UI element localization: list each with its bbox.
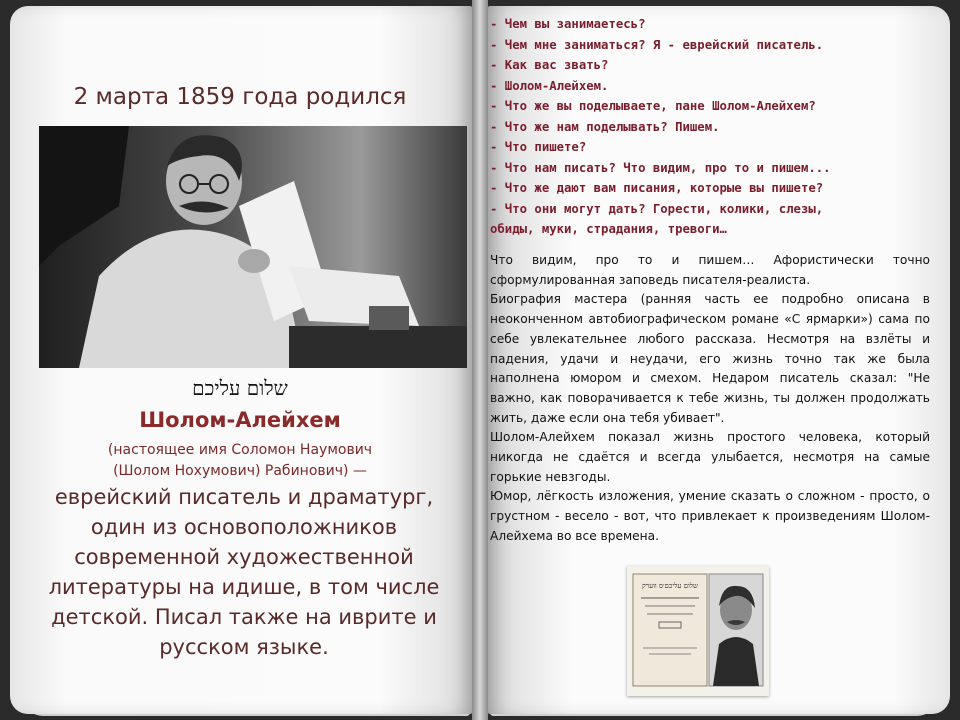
book-cover-illustration [627, 566, 769, 696]
birth-date-heading: 2 марта 1859 года родился [73, 84, 407, 110]
writer-description [38, 482, 450, 662]
writer-reading-illustration [39, 126, 467, 368]
description-line: еврейский писатель и драматург, [54, 485, 434, 509]
hebrew-name: שלום עליכם [192, 376, 288, 400]
book-title-hebrew: שלום עליכם׳ס ווערק [641, 582, 699, 590]
dialogue-quote [490, 14, 920, 240]
dialogue-line: - Чем мне заниматься? Я - еврейский писатель. [490, 37, 824, 52]
dialogue-line: - Чем вы занимаетесь? [490, 17, 646, 31]
portrait-photo [39, 126, 467, 368]
real-name-line: (Шолом Нохумович) Рабинович) — [113, 463, 367, 479]
dialogue-line: - Что же дают вам писания, которые вы пишете? [490, 181, 824, 195]
real-name [40, 440, 440, 482]
biography-text [490, 251, 930, 547]
writer-name: Шолом-Алейхем [139, 408, 341, 432]
dialogue-line: - Шолом-Алейхем. [490, 78, 609, 93]
dialogue-line: обиды, муки, страдания, тревоги… [490, 222, 727, 236]
book-with-portrait-image [627, 566, 769, 696]
description-line: современной художественной [74, 545, 414, 569]
biography-paragraph: Биография мастера (ранняя часть ее подробно описана в неоконченном автобиографическом романе «С ярмарки») сама по себе увлекательнее любого рассказа. Несмотря на взлёты и падения, удачи и неудачи, его жизнь точно так же была наполнена юмором и смехом. Недаром писатель сказал: "Не важно, как поворачивается к тебе жизнь, ты должен продолжать жить, даже если она тебя убивает". [490, 292, 930, 425]
dialogue-line: - Что же вы поделываете, пане Шолом-Алейхем? [490, 99, 816, 113]
biography-paragraph: Юмор, лёгкость изложения, умение сказать о сложном - просто, о грустном - весело - вот, что привлекает к произведениям Шолом-Алейхема во все времена. [490, 489, 930, 543]
biography-paragraph: Шолом-Алейхем показал жизнь простого человека, который никогда не сдаётся и всегда улыбается, несмотря на самые горькие невзгоды. [490, 430, 930, 484]
real-name-line: (настоящее имя Соломон Наумович [107, 442, 373, 458]
dialogue-line: - Что пишете? [490, 140, 587, 154]
description-line: литературы на идише, в том числе [48, 575, 440, 599]
description-line: детской. Писал также на иврите и [51, 605, 437, 629]
description-line: один из основоположников [90, 515, 398, 539]
dialogue-line: - Что же нам поделывать? Пишем. [490, 119, 720, 134]
book-spine [472, 0, 488, 720]
dialogue-line: - Как вас звать? [490, 58, 609, 72]
dialogue-line: - Что они могут дать? Горести, колики, слезы, [490, 201, 824, 216]
biography-paragraph: Что видим, про то и пишем… Афористически точно сформулированная заповедь писателя-реалиста. [490, 253, 930, 287]
description-line: русском языке. [159, 635, 329, 659]
dialogue-line: - Что нам писать? Что видим, про то и пишем... [490, 160, 831, 175]
